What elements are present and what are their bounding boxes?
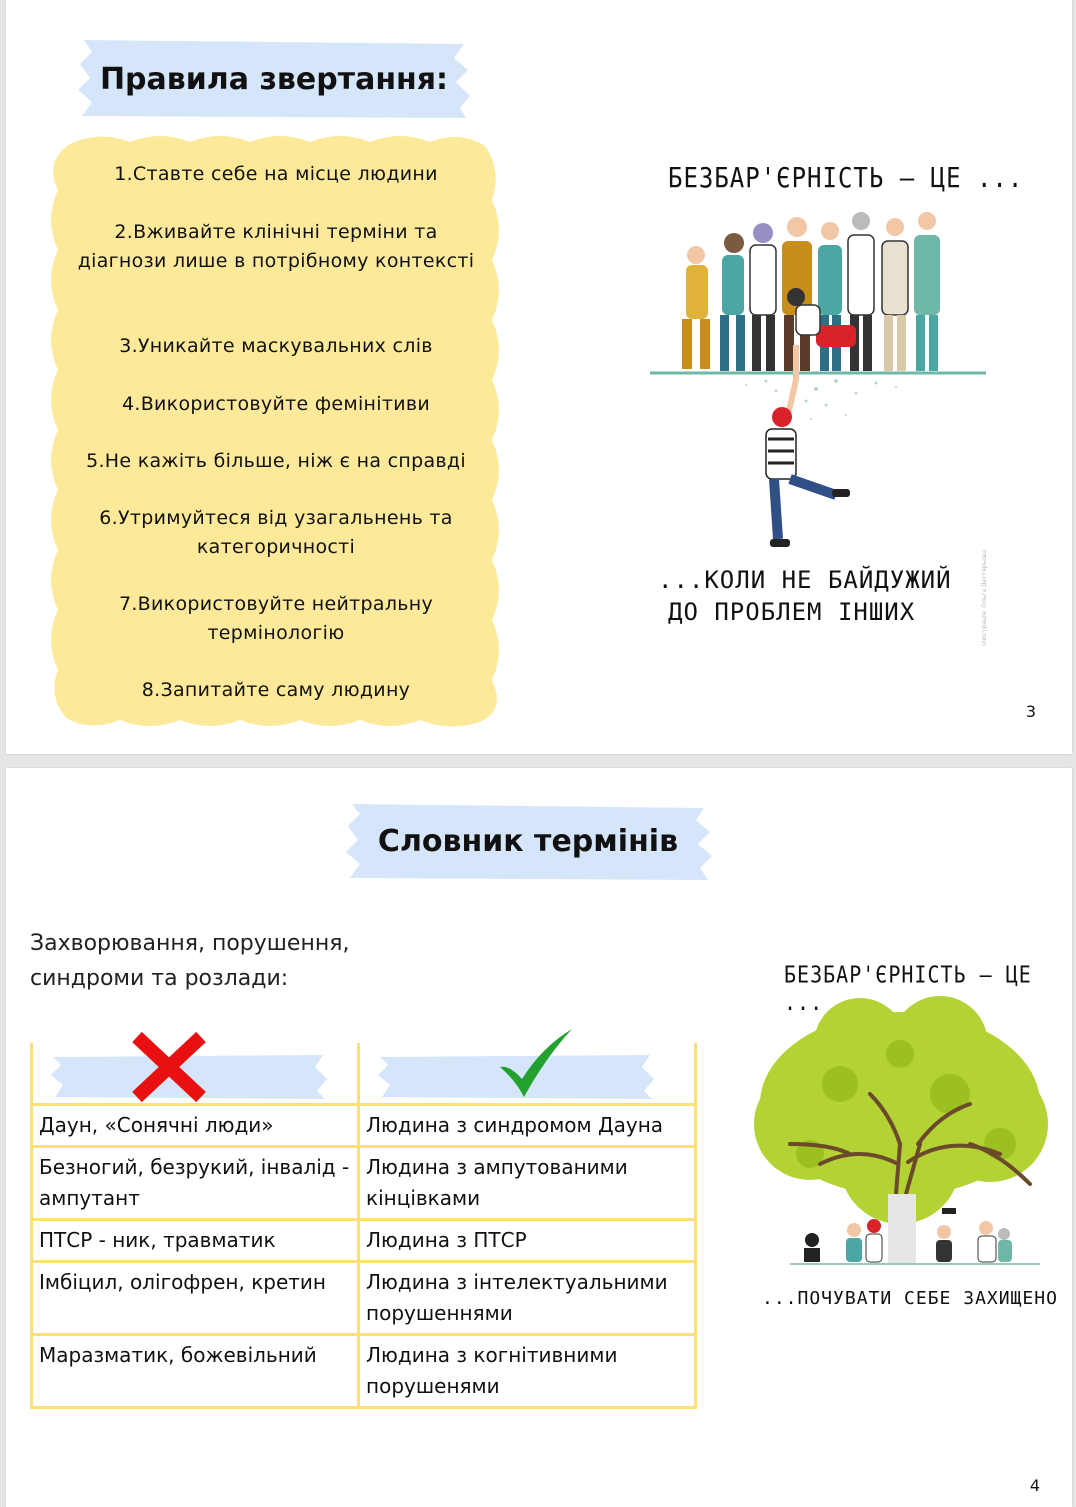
term-correct: Людина з ампутованими кінцівками [359,1147,696,1220]
term-correct: Людина з інтелектуальними порушеннями [359,1262,696,1335]
tree-illustration [750,994,1060,1284]
table-header-correct [359,1043,696,1105]
rule-item: 1.Ставте себе на місце людини [114,163,438,185]
term-incorrect: Маразматик, божевільний [32,1335,359,1408]
check-icon [496,1027,576,1099]
table-row [32,1262,696,1335]
term-incorrect: Даун, «Сонячні люди» [32,1105,359,1147]
illustration-title: БЕЗБАР'ЄРНІСТЬ — ЦЕ ... [668,161,1024,195]
term-incorrect: ПТСР - ник, травматик [32,1220,359,1262]
page-number: 3 [1025,702,1036,721]
rule-item: 6.Утримуйтеся від узагальнень та категоричності [99,507,453,558]
illustration-credit: Ілюстрація: Ольга Дегтярьова [981,550,988,646]
illustration-caption: ...ПОЧУВАТИ СЕБЕ ЗАХИЩЕНО [762,1288,1058,1309]
rule-item: 2.Вживайте клінічні терміни та діагнози лише в потрібному контексті [77,221,475,272]
illustration-caption: ...КОЛИ НЕ БАЙДУЖИЙ [658,566,952,594]
illustration-title: БЕЗБАР'ЄРНІСТЬ — ЦЕ ... [784,960,1032,1016]
cross-icon [129,1031,209,1103]
rule-item: 4.Використовуйте фемінітиви [121,393,431,415]
table-header-row [32,1043,696,1105]
term-correct: Людина з когнітивними порушенями [359,1335,696,1408]
term-correct: Людина з синдромом Дауна [359,1105,696,1147]
page-number: 4 [1029,1476,1040,1495]
terms-table [30,1043,697,1409]
rule-item: 8.Запитайте саму людину [141,679,411,701]
terms-title-banner [342,800,714,882]
rule-item: 5.Не кажіть більше, ніж є на справді [86,450,466,472]
slide-4 [6,768,1072,1507]
term-incorrect: Безногий, безрукий, інвалід - ампутант [32,1147,359,1220]
table-row [32,1335,696,1408]
table-row [32,1147,696,1220]
term-incorrect: Імбіцил, олігофрен, кретин [32,1262,359,1335]
table-row [32,1105,696,1147]
section-subtitle: Захворювання, порушення, синдроми та розлади: [30,931,350,991]
term-correct: Людина з ПТСР [359,1220,696,1262]
table-header-incorrect [32,1043,359,1105]
page-title: Словник термінів [377,823,679,859]
rule-item: 7.Використовуйте нейтральну термінологію [118,593,434,644]
rule-item: 3.Уникайте маскувальних слів [119,335,433,357]
page-title: Правила звертання: [99,61,449,97]
illustration-caption: ДО ПРОБЛЕМ ІНШИХ [668,598,916,626]
rules-title-banner [76,36,472,122]
table-row [32,1220,696,1262]
slide-3 [6,0,1072,754]
people-crowd-illustration [646,205,996,555]
